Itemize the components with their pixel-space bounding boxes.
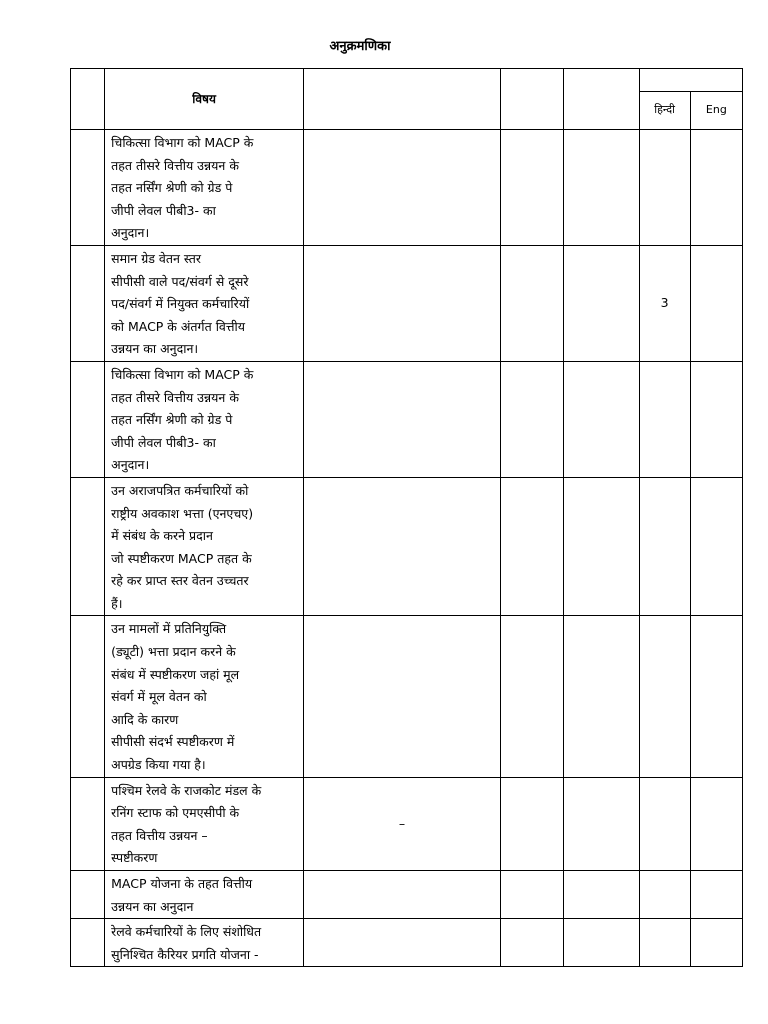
table-row bbox=[71, 245, 743, 361]
subject-cell: MACP योजना के तहत वित्तीय उन्नयन का अनुदान bbox=[105, 871, 304, 919]
col5-cell bbox=[564, 871, 639, 919]
col4-cell bbox=[500, 616, 563, 777]
serial-cell bbox=[71, 245, 105, 361]
col4-cell bbox=[500, 130, 563, 246]
serial-cell bbox=[71, 919, 105, 967]
subject-cell: चिकित्सा विभाग को MACP के तहत तीसरे वित्तीय उन्नयन के तहत नर्सिंग श्रेणी को ग्रेड पे जीपी लेवल पीबी3- का अनुदान। bbox=[105, 361, 304, 477]
col3-cell bbox=[304, 130, 501, 246]
col3-cell: – bbox=[304, 777, 501, 870]
hindi-page-cell bbox=[639, 919, 690, 967]
serial-cell bbox=[71, 477, 105, 616]
subject-cell: पश्चिम रेलवे के राजकोट मंडल के रनिंग स्टाफ को एमएसीपी के तहत वित्तीय उन्नयन – स्पष्टीकरण bbox=[105, 777, 304, 870]
header-english: Eng bbox=[690, 92, 742, 130]
header-language-group bbox=[639, 69, 743, 92]
header-row bbox=[71, 69, 743, 92]
serial-cell bbox=[71, 616, 105, 777]
hindi-page-cell bbox=[639, 477, 690, 616]
serial-cell bbox=[71, 871, 105, 919]
col4-cell bbox=[500, 245, 563, 361]
eng-page-cell bbox=[690, 361, 742, 477]
col3-cell bbox=[304, 477, 501, 616]
hindi-page-cell bbox=[639, 871, 690, 919]
col3-cell bbox=[304, 871, 501, 919]
col3-cell bbox=[304, 245, 501, 361]
table-row bbox=[71, 477, 743, 616]
col3-cell bbox=[304, 361, 501, 477]
table-row bbox=[71, 361, 743, 477]
col4-cell bbox=[500, 477, 563, 616]
subject-cell: चिकित्सा विभाग को MACP के तहत तीसरे वित्तीय उन्नयन के तहत नर्सिंग श्रेणी को ग्रेड पे जीपी लेवल पीबी3- का अनुदान। bbox=[105, 130, 304, 246]
serial-cell bbox=[71, 361, 105, 477]
table-row bbox=[71, 919, 743, 967]
col4-cell bbox=[500, 871, 563, 919]
eng-page-cell bbox=[690, 130, 742, 246]
serial-cell bbox=[71, 777, 105, 870]
col4-cell bbox=[500, 919, 563, 967]
eng-page-cell bbox=[690, 477, 742, 616]
header-hindi: हिन्दी bbox=[639, 92, 690, 130]
header-col3 bbox=[304, 69, 501, 130]
eng-page-cell bbox=[690, 777, 742, 870]
header-col5 bbox=[564, 69, 639, 130]
table-row bbox=[71, 616, 743, 777]
hindi-page-cell bbox=[639, 616, 690, 777]
hindi-page-cell bbox=[639, 777, 690, 870]
col5-cell bbox=[564, 130, 639, 246]
eng-page-cell bbox=[690, 245, 742, 361]
col5-cell bbox=[564, 616, 639, 777]
header-serial-cell bbox=[71, 69, 105, 130]
subject-cell: उन मामलों में प्रतिनियुक्ति (ड्यूटी) भत्ता प्रदान करने के संबंध में स्पष्टीकरण जहां मूल संवर्ग में मूल वेतन को आदि के कारण सीपीसी संदर्भ स्पष्टीकरण में अपग्रेड किया गया है। bbox=[105, 616, 304, 777]
index-table bbox=[70, 68, 743, 967]
header-col4 bbox=[500, 69, 563, 130]
subject-cell: रेलवे कर्मचारियों के लिए संशोधित सुनिश्चित कैरियर प्रगति योजना - bbox=[105, 919, 304, 967]
table-row bbox=[71, 130, 743, 246]
serial-cell bbox=[71, 130, 105, 246]
hindi-page-cell bbox=[639, 361, 690, 477]
hindi-page-cell bbox=[639, 130, 690, 246]
col5-cell bbox=[564, 777, 639, 870]
col5-cell bbox=[564, 919, 639, 967]
eng-page-cell bbox=[690, 919, 742, 967]
col3-cell bbox=[304, 616, 501, 777]
subject-cell: समान ग्रेड वेतन स्तर सीपीसी वाले पद/संवर्ग से दूसरे पद/संवर्ग में नियुक्त कर्मचारियों को MACP के अंतर्गत वित्तीय उन्नयन का अनुदान। bbox=[105, 245, 304, 361]
col5-cell bbox=[564, 361, 639, 477]
page-title: अनुक्रमणिका bbox=[329, 39, 391, 54]
header-subject: विषय bbox=[105, 69, 304, 130]
col4-cell bbox=[500, 777, 563, 870]
col5-cell bbox=[564, 477, 639, 616]
hindi-page-cell: 3 bbox=[639, 245, 690, 361]
subject-cell: उन अराजपत्रित कर्मचारियों को राष्ट्रीय अवकाश भत्ता (एनएचए) में संबंध के करने प्रदान जो स्पष्टीकरण MACP तहत के रहे कर प्राप्त स्तर वेतन उच्चतर हैं। bbox=[105, 477, 304, 616]
col4-cell bbox=[500, 361, 563, 477]
eng-page-cell bbox=[690, 616, 742, 777]
table-row bbox=[71, 871, 743, 919]
col3-cell bbox=[304, 919, 501, 967]
table-row bbox=[71, 777, 743, 870]
eng-page-cell bbox=[690, 871, 742, 919]
col5-cell bbox=[564, 245, 639, 361]
